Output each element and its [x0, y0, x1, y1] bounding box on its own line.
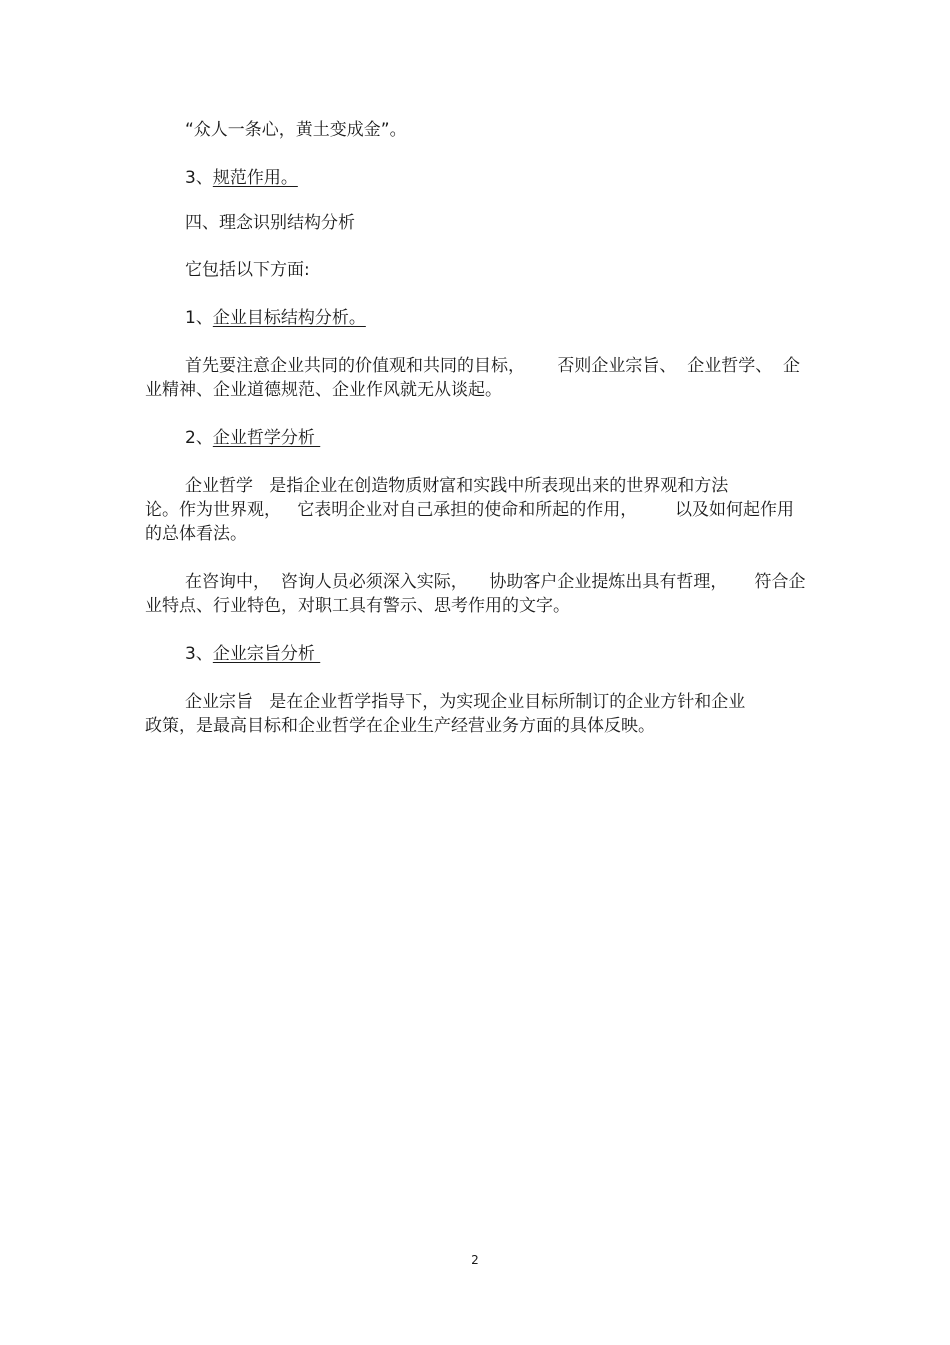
heading-3-normative-role — [185, 167, 298, 189]
item-2-para-1-line-1: 企业哲学 是指企业在创造物质财富和实践中所表现出来的世界观和方法 — [185, 476, 729, 496]
item-1-number: 1、 — [185, 308, 213, 328]
section-4-title: 四、理念识别结构分析 — [185, 213, 355, 233]
section-4-intro: 它包括以下方面: — [185, 260, 310, 280]
item-2-para-1-line-3: 的总体看法。 — [145, 524, 247, 544]
heading-number: 3、 — [185, 168, 213, 188]
item-2-para-1-line-2: 论。作为世界观， 它表明企业对自己承担的使命和所起的作用， 以及如何起作用 — [145, 500, 795, 520]
item-1-title: 企业目标结构分析。 — [212, 308, 366, 328]
item-1-body-line-2: 业精神、企业道德规范、企业作风就无从谈起。 — [145, 380, 502, 400]
quote-line: “众人一条心，黄土变成金”。 — [185, 120, 407, 140]
item-2-heading — [185, 427, 320, 449]
item-2-para-2-line-2: 业特点、行业特色，对职工具有警示、思考作用的文字。 — [145, 596, 570, 616]
item-2-para-2-line-1: 在咨询中， 咨询人员必须深入实际， 协助客户企业提炼出具有哲理， 符合企 — [185, 572, 806, 592]
page-number: 2 — [471, 1253, 479, 1267]
item-2-number: 2、 — [185, 428, 213, 448]
heading-text: 规范作用。 — [212, 168, 298, 188]
item-3-title: 企业宗旨分析 — [212, 644, 321, 664]
item-3-para-1-line-2: 政策，是最高目标和企业哲学在企业生产经营业务方面的具体反映。 — [145, 716, 655, 736]
item-1-heading — [185, 307, 366, 329]
item-3-heading — [185, 643, 320, 665]
item-3-number: 3、 — [185, 644, 213, 664]
item-2-title: 企业哲学分析 — [212, 428, 321, 448]
item-3-para-1-line-1: 企业宗旨 是在企业哲学指导下，为实现企业目标所制订的企业方针和企业 — [185, 692, 746, 712]
item-1-body-line-1: 首先要注意企业共同的价值观和共同的目标， 否则企业宗旨、 企业哲学、 企 — [185, 356, 801, 376]
